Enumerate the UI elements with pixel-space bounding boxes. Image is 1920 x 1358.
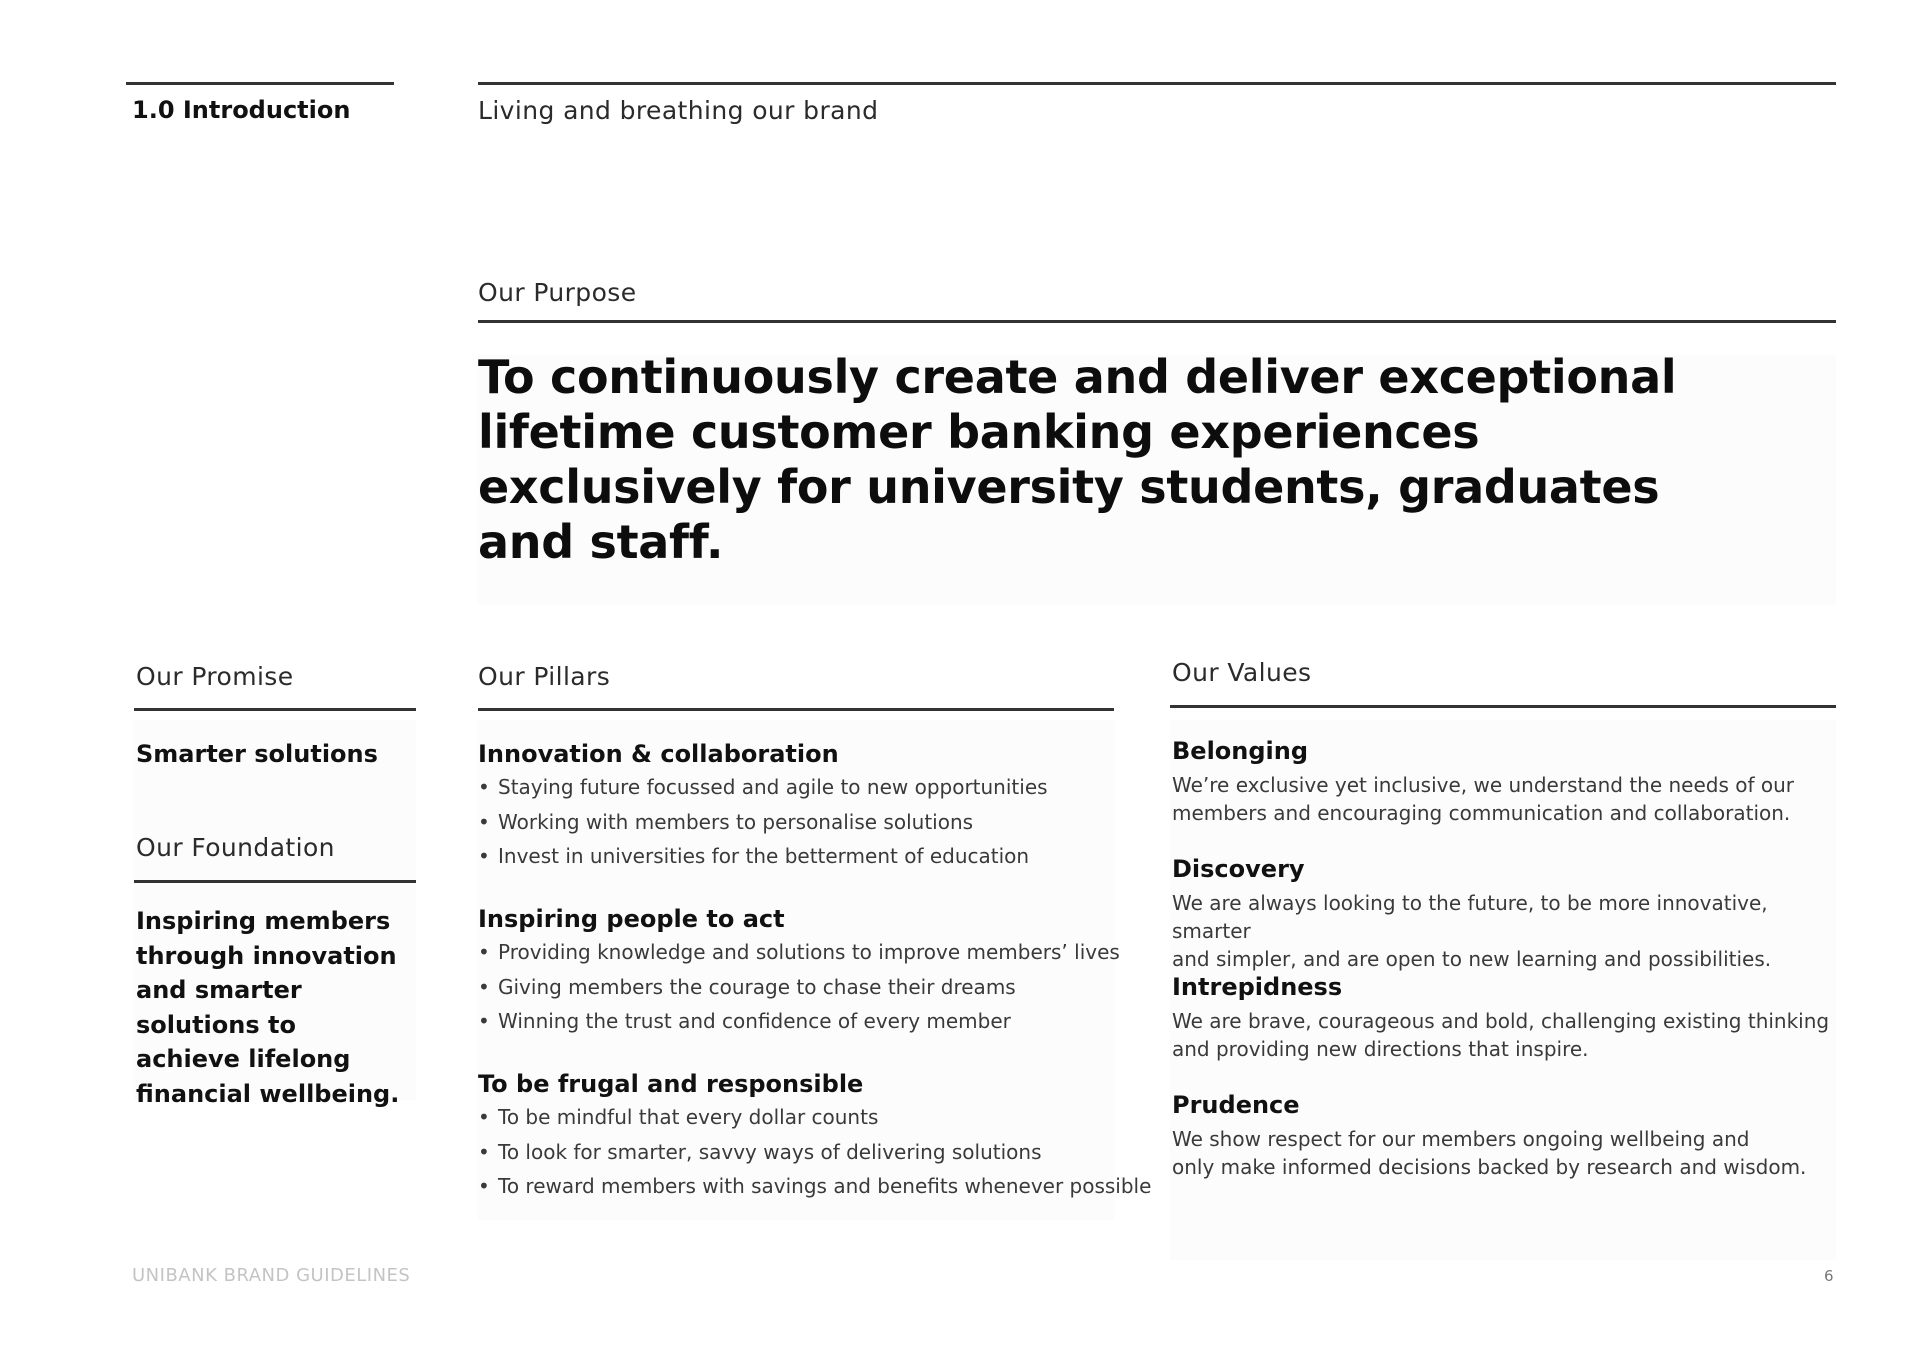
value-description-line: We’re exclusive yet inclusive, we understand the needs of our xyxy=(1172,773,1795,797)
pillar-frugal xyxy=(478,1070,1151,1204)
value-description-line: and providing new directions that inspire. xyxy=(1172,1037,1589,1061)
value-description-line: only make informed decisions backed by research and wisdom. xyxy=(1172,1155,1807,1179)
pillar-bullet: • To look for smarter, savvy ways of delivering solutions xyxy=(478,1135,1151,1170)
pillar-bullet: • Staying future focussed and agile to new opportunities xyxy=(478,770,1048,805)
value-description-line: members and encouraging communication and collaboration. xyxy=(1172,801,1791,825)
pillar-bullet-list xyxy=(478,1100,1151,1204)
value-title: Discovery xyxy=(1172,855,1305,883)
purpose-label: Our Purpose xyxy=(478,278,637,307)
pillar-innovation xyxy=(478,740,1048,874)
values-rule xyxy=(1170,705,1836,708)
pillar-bullet: • Invest in universities for the betterment of education xyxy=(478,839,1048,874)
pillar-title: Innovation & collaboration xyxy=(478,740,839,768)
promise-rule xyxy=(134,708,416,711)
promise-text: Smarter solutions xyxy=(136,740,378,768)
pillar-title: Inspiring people to act xyxy=(478,905,785,933)
section-number: 1.0 Introduction xyxy=(132,96,351,124)
value-description-line: We are brave, courageous and bold, challenging existing thinking xyxy=(1172,1009,1830,1033)
foundation-label: Our Foundation xyxy=(136,833,335,862)
pillar-bullet: • Giving members the courage to chase their dreams xyxy=(478,970,1120,1005)
foundation-text: Inspiring members through innovation and smarter solutions to achieve lifelong financial wellbeing. xyxy=(136,907,400,1108)
pillar-bullet: • Working with members to personalise solutions xyxy=(478,805,1048,840)
value-title: Intrepidness xyxy=(1172,973,1343,1001)
foundation-rule xyxy=(134,880,416,883)
value-description-line: and simpler, and are open to new learning and possibilities. xyxy=(1172,947,1772,971)
pillars-label: Our Pillars xyxy=(478,662,611,691)
promise-label: Our Promise xyxy=(136,662,294,691)
value-intrepidness xyxy=(1172,973,1832,1063)
page-title: Living and breathing our brand xyxy=(478,96,879,125)
page-number: 6 xyxy=(1824,1267,1834,1285)
pillar-bullet-list xyxy=(478,935,1120,1039)
value-belonging xyxy=(1172,737,1832,827)
pillar-inspiring xyxy=(478,905,1120,1039)
value-description-line: We are always looking to the future, to be more innovative, smarter xyxy=(1172,891,1768,943)
pillars-rule xyxy=(478,708,1114,711)
pillar-bullet: • Providing knowledge and solutions to improve members’ lives xyxy=(478,935,1120,970)
values-label: Our Values xyxy=(1172,658,1312,687)
purpose-statement: To continuously create and deliver exceptional lifetime customer banking experiences exclusively for university students, graduates and staff. xyxy=(478,350,1677,569)
pillar-title: To be frugal and responsible xyxy=(478,1070,864,1098)
value-prudence xyxy=(1172,1091,1832,1181)
header-title-rule xyxy=(478,82,1836,85)
pillar-bullet: • To be mindful that every dollar counts xyxy=(478,1100,1151,1135)
pillar-bullet-list xyxy=(478,770,1048,874)
value-description-line: We show respect for our members ongoing wellbeing and xyxy=(1172,1127,1750,1151)
pillar-bullet: • To reward members with savings and benefits whenever possible xyxy=(478,1169,1151,1204)
footer-brand: UNIBANK BRAND GUIDELINES xyxy=(132,1265,411,1286)
pillar-bullet: • Winning the trust and confidence of every member xyxy=(478,1004,1120,1039)
value-title: Belonging xyxy=(1172,737,1309,765)
value-discovery xyxy=(1172,855,1832,973)
header-section-rule xyxy=(126,82,394,85)
value-title: Prudence xyxy=(1172,1091,1300,1119)
purpose-rule xyxy=(478,320,1836,323)
